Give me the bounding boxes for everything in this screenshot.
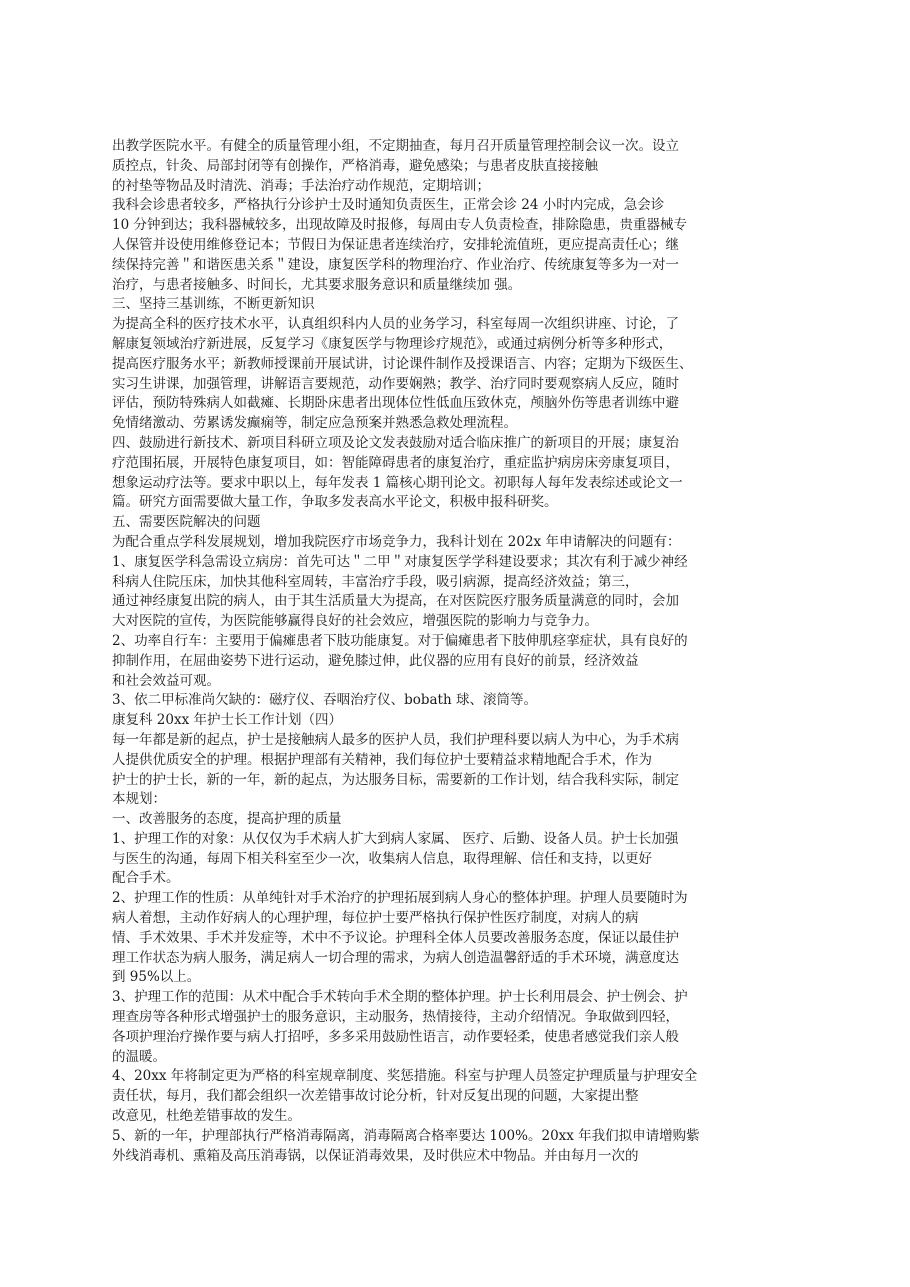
- text-line: 想象运动疗法等。要求中职以上，每年发表 1 篇核心期刊论文。初职每人每年发表综述或论文一: [112, 474, 683, 491]
- text-line: 5、新的一年，护理部执行严格消毒隔离，消毒隔离合格率要达 100%。20xx 年我们拟申请增购紫: [112, 1127, 700, 1144]
- text-line: 1、康复医学科急需设立病房：首先可达＂二甲＂对康复医学学科建设要求；其次有利于减少神经: [112, 553, 688, 570]
- text-line: 续保持完善＂和谐医患关系＂建设，康复医学科的物理治疗、作业治疗、传统康复等多为一对一: [112, 256, 679, 273]
- text-line: 每一年都是新的起点，护士是接触病人最多的医护人员，我们护理科要以病人为中心，为手术病: [112, 731, 679, 748]
- text-line: 情、手术效果、手术并发症等，术中不予议论。护理科全体人员要改善服务态度，保证以最佳护: [112, 929, 679, 946]
- text-line: 本规划：: [112, 791, 166, 808]
- text-line: 10 分钟到达；我科器械较多，出现故障及时报修，每周由专人负责检查，排除隐患，贵重器械专: [112, 217, 687, 234]
- text-line: 康复科 20xx 年护士长工作计划（四）: [112, 712, 342, 729]
- text-line: 护士的护士长，新的一年，新的起点，为达服务目标，需要新的工作计划，结合我科实际，制定: [112, 771, 679, 788]
- text-line: 2、功率自行车：主要用于偏瘫患者下肢功能康复。对于偏瘫患者下肢伸肌痉挛症状，具有良好的: [112, 632, 688, 649]
- text-line: 改意见，杜绝差错事故的发生。: [112, 1108, 301, 1125]
- text-line: 疗范围拓展，开展特色康复项目，如：智能障碍患者的康复治疗，重症监护病房床旁康复项目，: [112, 454, 679, 471]
- text-line: 为提高全科的医疗技术水平，认真组织科内人员的业务学习，科室每周一次组织讲座、讨论，了: [112, 316, 679, 333]
- text-line: 三、坚持三基训练，不断更新知识: [112, 296, 315, 313]
- text-line: 质控点，针灸、局部封闭等有创操作，严格消毒，避免感染；与患者皮肤直接接触: [112, 157, 598, 174]
- text-line: 四、鼓励进行新技术、新项目科研立项及论文发表鼓励对适合临床推广的新项目的开展；康复治: [112, 434, 679, 451]
- text-line: 一、改善服务的态度，提高护理的质量: [112, 811, 342, 828]
- text-line: 解康复领域治疗新进展，反复学习《康复医学与物理诊疗规范》，或通过病例分析等多种形式，: [112, 335, 673, 352]
- text-line: 的衬垫等物品及时清洗、消毒；手法治疗动作规范，定期培训；: [112, 177, 490, 194]
- text-line: 3、依二甲标准尚欠缺的：磁疗仪、吞咽治疗仪、bobath 球、滚筒等。: [112, 692, 537, 709]
- text-line: 理工作状态为病人服务，满足病人一切合理的需求，为病人创造温馨舒适的手术环境，满意度达: [112, 949, 679, 966]
- text-line: 为配合重点学科发展规划，增加我院医疗市场竞争力，我科计划在 202x 年申请解决的问题有：: [112, 533, 681, 550]
- text-line: 人保管并设使用维修登记本；节假日为保证患者连续治疗，安排轮流值班，更应提高责任心；继: [112, 236, 679, 253]
- text-line: 4、20xx 年将制定更为严格的科室规章制度、奖惩措施。科室与护理人员签定护理质量与护理安全: [112, 1068, 698, 1085]
- text-line: 理查房等各种形式增强护士的服务意识，主动服务，热情接待，主动介绍情况。争取做到四轻，: [112, 1009, 679, 1026]
- text-line: 与医生的沟通，每周下相关科室至少一次，收集病人信息，取得理解、信任和支持，以更好: [112, 850, 652, 867]
- text-line: 病人着想，主动作好病人的心理护理，每位护士要严格执行保护性医疗制度，对病人的病: [112, 910, 639, 927]
- text-line: 人提供优质安全的护理。根据护理部有关精神，我们每位护士要精益求精地配合手术，作为: [112, 751, 652, 768]
- text-line: 篇。研究方面需要做大量工作，争取多发表高水平论文，积极申报科研奖。: [112, 494, 558, 511]
- text-line: 和社会效益可观。: [112, 672, 220, 689]
- text-line: 免情绪激动、劳累诱发癫痫等，制定应急预案并熟悉急救处理流程。: [112, 415, 517, 432]
- text-line: 责任状，每月，我们都会组织一次差错事故讨论分析，针对反复出现的问题，大家提出整: [112, 1088, 639, 1105]
- text-line: 通过神经康复出院的病人，由于其生活质量大为提高，在对医院医疗服务质量满意的同时，会加: [112, 593, 679, 610]
- text-line: 的温暖。: [112, 1048, 166, 1065]
- text-line: 五、需要医院解决的问题: [112, 514, 261, 531]
- text-line: 配合手术。: [112, 870, 180, 887]
- text-line: 大对医院的宣传，为医院能够赢得良好的社会效应，增强医院的影响力与竞争力。: [112, 613, 598, 630]
- text-line: 实习生讲课，加强管理，讲解语言要规范，动作要娴熟；教学、治疗同时要观察病人反应，随时: [112, 375, 679, 392]
- text-line: 3、护理工作的范围：从术中配合手术转向手术全期的整体护理。护士长利用晨会、护士例会、护: [112, 989, 688, 1006]
- text-line: 我科会诊患者较多，严格执行分诊护士及时通知负责医生，正常会诊 24 小时内完成，急会诊: [112, 197, 665, 214]
- document-body: [112, 137, 802, 1166]
- text-line: 2、护理工作的性质：从单纯针对手术治疗的护理拓展到病人身心的整体护理。护理人员要随时为: [112, 890, 688, 907]
- text-line: 到 95%以上。: [112, 969, 201, 986]
- text-line: 1、护理工作的对象：从仅仅为手术病人扩大到病人家属、 医疗、后勤、设备人员。护士长加强: [112, 830, 679, 847]
- text-line: 提高医疗服务水平；新教师授课前开展试讲，讨论课件制作及授课语言、内容；定期为下级医生、: [112, 355, 693, 372]
- text-line: 评估，预防特殊病人如截瘫、长期卧床患者出现体位性低血压致休克，颅脑外伤等患者训练中避: [112, 395, 679, 412]
- text-line: 出教学医院水平。有健全的质量管理小组，不定期抽查，每月召开质量管理控制会议一次。设立: [112, 138, 679, 154]
- text-line: 抑制作用，在屈曲姿势下进行运动，避免膝过伸，此仪器的应用有良好的前景，经济效益: [112, 652, 639, 669]
- text-line: 外线消毒机、熏箱及高压消毒锅，以保证消毒效果，及时供应术中物品。并由每月一次的: [112, 1147, 639, 1164]
- text-line: 治疗，与患者接触多、时间长，尤其要求服务意识和质量继续加 强。: [112, 276, 522, 293]
- text-line: 各项护理治疗操作要与病人打招呼，多多采用鼓励性语言，动作要轻柔，使患者感觉我们亲人般: [112, 1028, 679, 1045]
- text-line: 科病人住院压床，加快其他科室周转，丰富治疗手段，吸引病源，提高经济效益；第三，: [112, 573, 639, 590]
